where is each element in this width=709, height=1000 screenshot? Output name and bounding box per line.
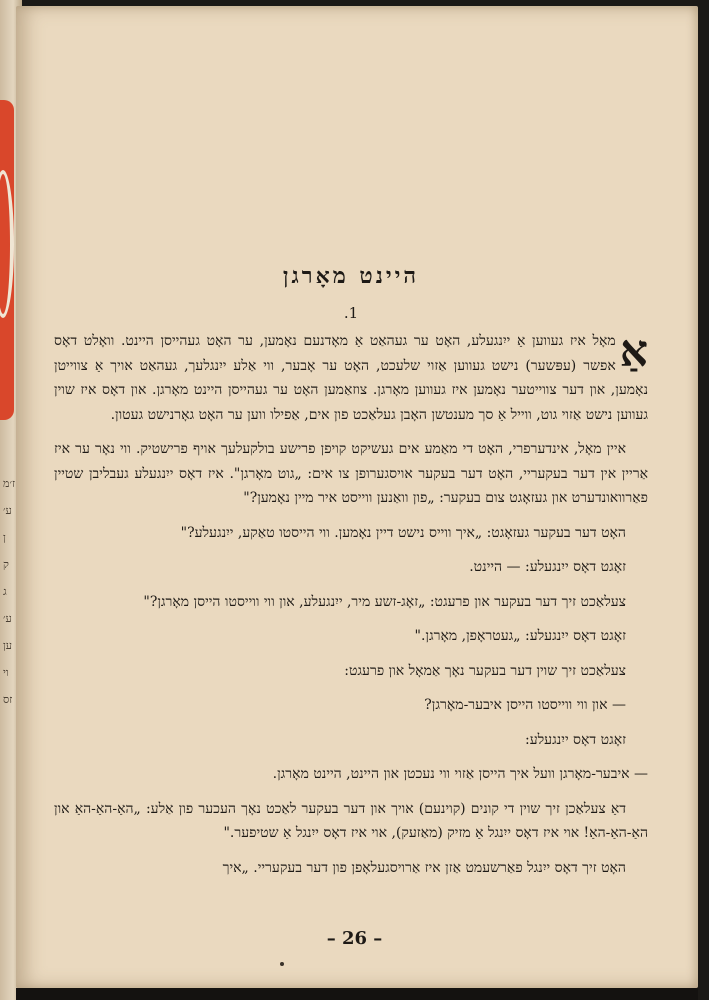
- bottom-shadow: [16, 988, 698, 1000]
- red-cover-illustration: [0, 100, 14, 420]
- page-number: – 26 –: [326, 928, 383, 949]
- paragraph: האָט זיך דאָס ייִנגל פאַרשעמט אַזן איז אַרויסגעלאָפן פון דער בעקעריי. „איך: [222, 859, 626, 876]
- left-fragment: ען: [3, 639, 13, 652]
- left-fragment: וי: [3, 666, 9, 679]
- drop-cap: אַ: [619, 326, 648, 377]
- paragraph-opening: [54, 326, 648, 427]
- paragraph: — און ווי ווייסטו הייסן איבער-מאָרגן?: [424, 697, 626, 713]
- left-page-text-fragments: [3, 470, 17, 770]
- paragraph: זאָגט דאָס ייִנגעלע: „געטראָפן, מאָרגן.": [414, 628, 626, 644]
- page-content: [54, 261, 648, 890]
- chapter-title: היינט מאָרגן: [282, 263, 420, 289]
- paragraph-text: מאָל איז געווען אַ ייִנגעלע, האָט ער געהאַט אַ מאָדנעם נאָמען, ער האָט געהייסן היינט. וואָלט דאָס אפשר (עפּשער) נישט געווען אַזוי שלעכט, האָט ער אָבער, ווי אַלע ייִנגלעך, געהאַט אויך אַ צווייטן נאָמען, און דער צווייטער נאָמען איז געווען מאָרגן. צוזאַמען האָט ער געהייסן היינט מאָרגן. און דאָס איז שוין געווען נישט אַזוי גוט, ווייל אַ סך מענטשן האָבן געלאַכט פון אים, אַפילו ווען ער האָט גאָרנישט געטון.: [54, 333, 648, 423]
- paragraph: צעלאַכט זיך דער בעקער און פרעגט: „זאָג-זשע מיר, ייִנגעלע, און ווי ווייסטו הייסן מאָרגן?": [143, 593, 626, 610]
- section-number: 1.: [343, 304, 359, 322]
- paragraph: האָט דער בעקער געזאָגט: „איך ווייס נישט דיין נאָמען. ווי הייסטו טאַקע, ייִנגעלע?": [180, 524, 626, 541]
- paragraph: זאָגט דאָס ייִנגעלע: — היינט.: [469, 559, 626, 575]
- left-fragment: ע׳: [3, 612, 12, 625]
- paragraph: זאָגט דאָס ייִנגעלע:: [524, 731, 626, 748]
- left-fragment: זס: [3, 693, 13, 706]
- paragraph: — איבער-מאָרגן וועל איך הייסן אַזוי ווי נעכטן און היינט, היינט מאָרגן.: [272, 766, 648, 782]
- paragraph: איין מאָל, אינדערפרי, האָט די מאַמע אים געשיקט קויפן פרישע בולקעלעך אויף פרישטיק. ווי נאָר ער איז אַריין אין דער בעקעריי, האָט דער בעקער אויסגערופן צו אים: „גוט מאָרגן". איז דאָס ייִנגעלע געבליבן שטיין פאַרוואונדערט און געזאָגט צום בעקער: „פון וואַנען ווייסט איר מיין נאָמען?": [54, 441, 648, 506]
- print-dot: [280, 962, 284, 966]
- book-page: [16, 6, 698, 988]
- paragraph: דאַ צעלאַכן זיך שוין די קונים (קוינעם) אויך און דער בעקער לאַכט נאָך העכער פון אַלע: „האַ-האַ-האַ און האַ-האַ-האַ! אוי איז דאָס ייִנגל אַ מזיק (מאַזעק), אוי איז דאָס ייִנגל אַ שטיפער.": [54, 800, 648, 841]
- left-fragment: ק: [3, 558, 9, 571]
- left-fragment: ן: [3, 531, 6, 544]
- paragraph: צעלאַכט זיך שוין דער בעקער נאָך אַמאָל און פרעגט:: [344, 662, 626, 679]
- left-fragment: ע׳: [3, 504, 12, 517]
- left-fragment: ג: [3, 585, 7, 598]
- left-fragment: ז׳מ: [3, 477, 16, 490]
